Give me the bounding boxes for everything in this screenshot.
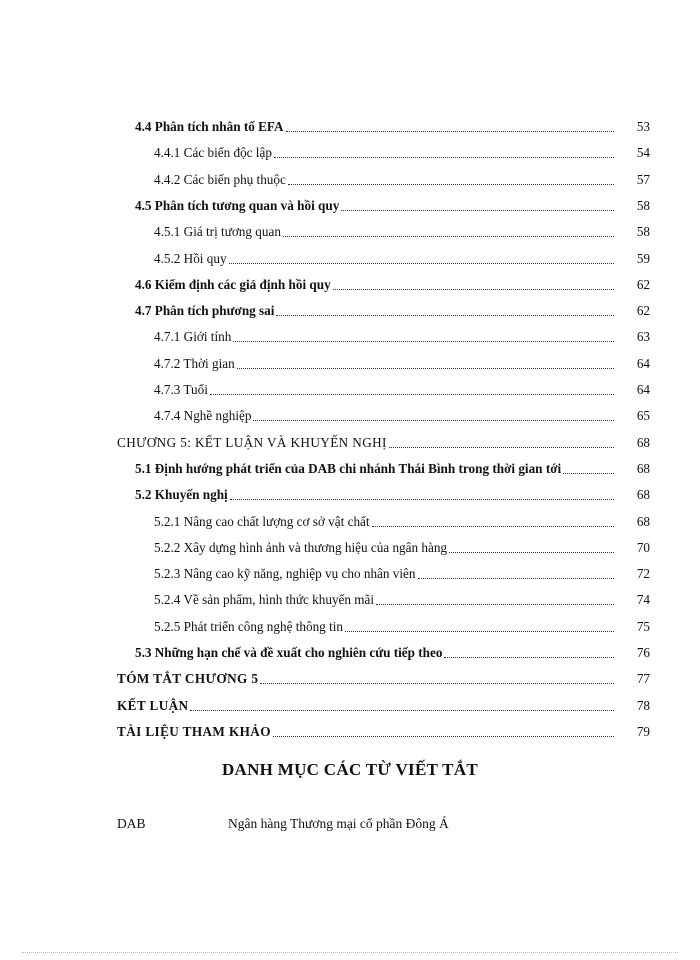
toc-entry-page-number: 68 <box>636 513 650 529</box>
toc-entry-page-number: 57 <box>636 171 650 187</box>
toc-entry[interactable] <box>0 214 700 240</box>
toc-entry-page-number: 64 <box>636 355 650 371</box>
toc-entry[interactable] <box>0 477 700 503</box>
toc-entry-label: 4.7.3 Tuổi <box>154 382 208 397</box>
toc-dot-leader <box>345 631 614 632</box>
toc-entry-page-number: 75 <box>636 618 650 634</box>
toc-entry-page-number: 54 <box>636 145 650 161</box>
toc-entry-page-number: 78 <box>636 697 650 713</box>
toc-entry[interactable] <box>0 582 700 608</box>
toc-dot-leader <box>341 210 614 211</box>
toc-entry-page-number: 58 <box>636 224 650 240</box>
toc-dot-leader <box>253 420 614 421</box>
toc-entry-label: 4.6 Kiểm định các giả định hồi quy <box>135 276 331 292</box>
toc-entry-page-number: 62 <box>636 276 650 292</box>
toc-entry-page-number: 53 <box>636 119 650 134</box>
toc-dot-leader <box>229 263 614 264</box>
toc-entry-page-number: 72 <box>636 566 650 582</box>
toc-entry-label: 5.2.3 Nâng cao kỹ năng, nghiệp vụ cho nhân viên <box>154 566 416 582</box>
toc-dot-leader <box>444 657 614 658</box>
toc-dot-leader <box>260 683 614 684</box>
toc-entry-page-number: 70 <box>636 539 650 555</box>
toc-entry-page-number: 74 <box>636 592 650 608</box>
toc-entry[interactable] <box>0 609 700 635</box>
toc-entry-label: KẾT LUẬN <box>117 697 189 713</box>
toc-entry-page-number: 68 <box>636 487 650 503</box>
page-bottom-divider <box>22 952 678 953</box>
toc-entry-page-number: 79 <box>636 723 650 739</box>
toc-dot-leader <box>237 368 614 369</box>
toc-entry[interactable] <box>0 451 700 477</box>
toc-dot-leader <box>283 236 614 237</box>
toc-entry[interactable] <box>0 530 700 556</box>
toc-entry-label: 4.7 Phân tích phương sai <box>135 303 275 319</box>
toc-entry-label: 4.7.4 Nghề nghiệp <box>154 408 252 424</box>
toc-entry[interactable] <box>0 319 700 345</box>
toc-entry-page-number: 77 <box>636 671 650 687</box>
toc-entry-page-number: 65 <box>636 408 650 424</box>
toc-dot-leader <box>190 710 614 711</box>
toc-dot-leader <box>288 184 614 185</box>
toc-entry[interactable] <box>0 346 700 372</box>
toc-entry[interactable] <box>0 188 700 214</box>
abbreviations-title: DANH MỤC CÁC TỪ VIẾT TẮT <box>221 760 479 779</box>
toc-entry-page-number: 59 <box>636 250 650 266</box>
toc-entry[interactable] <box>0 135 700 161</box>
toc-entry-label: 4.7.1 Giới tính <box>154 329 232 345</box>
toc-entry-label: 5.1 Định hướng phát triển của DAB chi nhánh Thái Bình trong thời gian tới <box>135 460 562 476</box>
toc-entry-label: 5.2.1 Nâng cao chất lượng cơ sở vật chất <box>154 513 370 529</box>
toc-dot-leader <box>230 499 614 500</box>
toc-entry[interactable] <box>0 267 700 293</box>
toc-entry[interactable] <box>0 714 700 740</box>
toc-dot-leader <box>274 157 614 158</box>
abbreviation-row <box>117 816 449 832</box>
toc-entry-label: TÀI LIỆU THAM KHẢO <box>117 723 271 739</box>
toc-dot-leader <box>376 604 614 605</box>
toc-entry-label: 5.2.4 Về sản phẩm, hình thức khuyến mãi <box>154 592 375 608</box>
toc-entry[interactable] <box>0 109 700 135</box>
toc-dot-leader <box>233 341 614 342</box>
toc-entry-page-number: 68 <box>636 434 650 450</box>
toc-entry[interactable] <box>0 162 700 188</box>
toc-dot-leader <box>273 736 614 737</box>
toc-entry-label: CHƯƠNG 5: KẾT LUẬN VÀ KHUYẾN NGHỊ <box>117 434 387 450</box>
toc-entry-page-number: 63 <box>636 329 650 345</box>
toc-dot-leader <box>276 315 614 316</box>
toc-entry-label: 5.2 Khuyến nghị <box>135 487 228 503</box>
toc-entry[interactable] <box>0 661 700 687</box>
toc-entry-page-number: 64 <box>636 382 650 397</box>
toc-entry-label: 5.2.5 Phát triển công nghệ thông tin <box>154 618 343 634</box>
toc-entry[interactable] <box>0 688 700 714</box>
toc-entry-label: 4.5.2 Hồi quy <box>154 250 227 266</box>
toc-entry[interactable] <box>0 293 700 319</box>
toc-entry-label: 4.4.1 Các biến độc lập <box>154 145 272 161</box>
toc-entry-page-number: 62 <box>636 303 650 319</box>
toc-entry[interactable] <box>0 372 700 398</box>
toc-entry-label: 4.4 Phân tích nhân tố EFA <box>135 119 284 134</box>
toc-entry-label: 4.5.1 Giá trị tương quan <box>154 224 281 240</box>
toc-dot-leader <box>372 526 614 527</box>
toc-entry-page-number: 76 <box>636 645 650 660</box>
toc-entry-label: 4.5 Phân tích tương quan và hồi quy <box>135 197 340 213</box>
toc-dot-leader <box>449 552 614 553</box>
toc-dot-leader <box>418 578 615 579</box>
toc-entry[interactable] <box>0 425 700 451</box>
toc-dot-leader <box>389 447 614 448</box>
toc-entry-label: 5.3 Những hạn chế và đề xuất cho nghiên cứu tiếp theo <box>135 645 443 660</box>
toc-entry-label: 5.2.2 Xây dựng hình ảnh và thương hiệu của ngân hàng <box>154 539 448 555</box>
toc-dot-leader <box>563 473 614 474</box>
abbreviation-meaning: Ngân hàng Thương mại cổ phần Đông Á <box>228 816 449 831</box>
toc-entry-label: 4.4.2 Các biến phụ thuộc <box>154 171 286 187</box>
toc-entry-label: 4.7.2 Thời gian <box>154 355 235 371</box>
toc-dot-leader <box>210 394 614 395</box>
toc-entry[interactable] <box>0 635 700 661</box>
abbreviation-term: DAB <box>117 816 146 831</box>
toc-entry[interactable] <box>0 504 700 530</box>
toc-entry-page-number: 68 <box>636 460 650 476</box>
toc-entry[interactable] <box>0 398 700 424</box>
toc-entry-label: TÓM TẮT CHƯƠNG 5 <box>117 671 259 687</box>
toc-entry-page-number: 58 <box>636 197 650 213</box>
toc-entry[interactable] <box>0 241 700 267</box>
toc-dot-leader <box>286 131 614 132</box>
toc-dot-leader <box>333 289 614 290</box>
toc-entry[interactable] <box>0 556 700 582</box>
